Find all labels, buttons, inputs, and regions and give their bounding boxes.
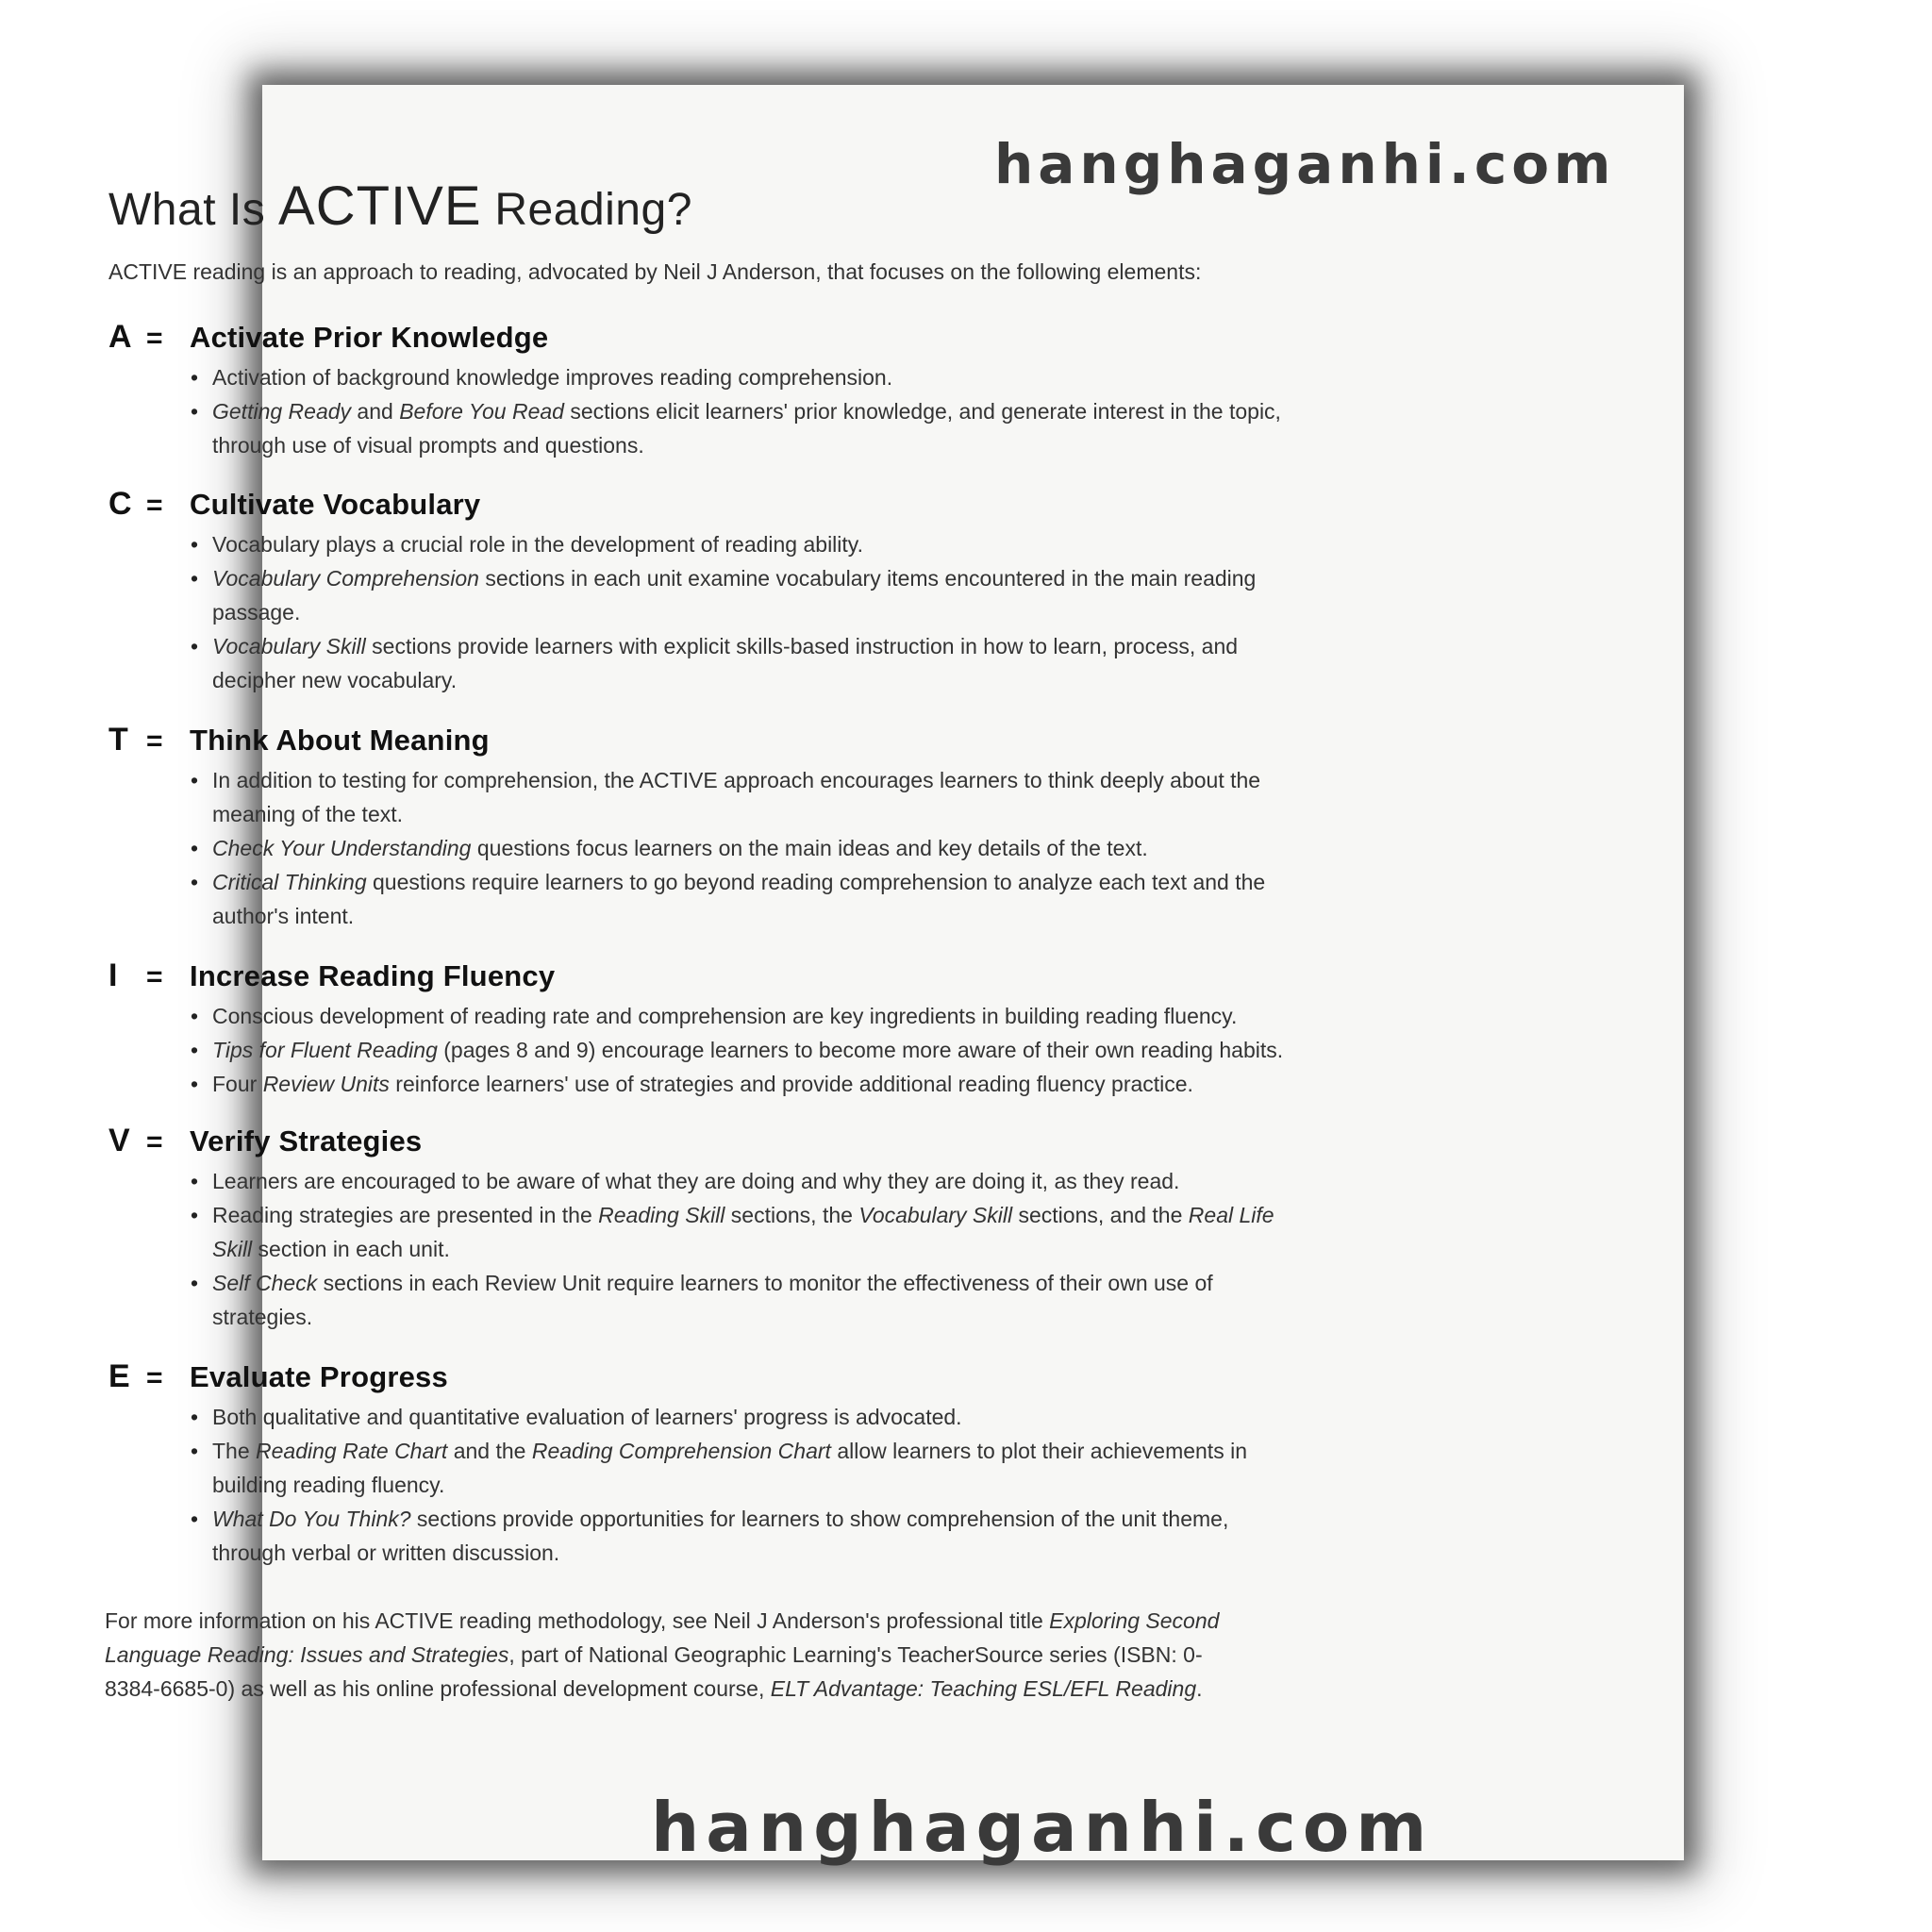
section-heading bbox=[108, 722, 1335, 763]
bullet-item bbox=[191, 360, 1288, 394]
section-i bbox=[108, 958, 1335, 1101]
section-heading bbox=[108, 1358, 1335, 1400]
bullet-item bbox=[191, 394, 1288, 462]
equals-sign: = bbox=[146, 1126, 163, 1158]
bullet-item bbox=[191, 831, 1288, 865]
bullet-item bbox=[191, 1198, 1288, 1266]
watermark-bottom: hanghaganhi.com bbox=[651, 1788, 1434, 1867]
page-title bbox=[108, 175, 692, 238]
bullet-list bbox=[108, 527, 1335, 697]
section-title: Cultivate Vocabulary bbox=[190, 488, 481, 521]
section-heading bbox=[108, 319, 1335, 360]
bullet-text: sections, the bbox=[724, 1203, 859, 1227]
section-v bbox=[108, 1123, 1335, 1334]
bullet-text: sections in each unit examine vocabulary items encountered in the main reading passage. bbox=[212, 566, 1257, 625]
footer-note bbox=[105, 1604, 1256, 1706]
title-accent: ACTIVE bbox=[278, 175, 482, 237]
italic-term: Check Your Understanding bbox=[212, 836, 472, 860]
footer-text: For more information on his ACTIVE reading methodology, see Neil J Anderson's professional title bbox=[105, 1608, 1050, 1633]
section-a bbox=[108, 319, 1335, 462]
title-pre: What Is bbox=[108, 185, 279, 235]
bullet-text: and bbox=[351, 399, 400, 424]
italic-term: Reading Rate Chart bbox=[256, 1439, 448, 1463]
equals-sign: = bbox=[146, 490, 163, 521]
bullet-text: The bbox=[212, 1439, 257, 1463]
bullet-list bbox=[108, 1400, 1335, 1570]
title-post: Reading? bbox=[481, 185, 692, 235]
italic-term: Tips for Fluent Reading bbox=[212, 1038, 438, 1062]
bullet-text: sections, and the bbox=[1012, 1203, 1189, 1227]
section-heading bbox=[108, 486, 1335, 527]
section-letter: I bbox=[108, 958, 118, 993]
italic-term: What Do You Think? bbox=[212, 1507, 411, 1531]
equals-sign: = bbox=[146, 725, 163, 757]
bullet-text: allow learners to plot their achievements in building reading fluency. bbox=[212, 1439, 1247, 1497]
italic-term: Review Units bbox=[262, 1072, 390, 1096]
bullet-text: sections in each Review Unit require learners to monitor the effectiveness of their own use of strategies. bbox=[212, 1271, 1213, 1329]
bullet-item bbox=[191, 1164, 1288, 1198]
book-title: ELT Advantage: Teaching ESL/EFL Reading bbox=[770, 1676, 1197, 1701]
bullet-text: Conscious development of reading rate and comprehension are key ingredients in building reading fluency. bbox=[212, 1004, 1238, 1028]
italic-term: Reading Skill bbox=[598, 1203, 725, 1227]
footer-text: . bbox=[1196, 1676, 1203, 1701]
bullet-text: In addition to testing for comprehension, the ACTIVE approach encourages learners to think deeply about the meaning of the text. bbox=[212, 768, 1261, 826]
bullet-text: Learners are encouraged to be aware of what they are doing and why they are doing it, as they read. bbox=[212, 1169, 1180, 1193]
watermark-top: hanghaganhi.com bbox=[994, 132, 1616, 196]
italic-term: Self Check bbox=[212, 1271, 318, 1295]
equals-sign: = bbox=[146, 961, 163, 992]
bullet-text: sections provide opportunities for learners to show comprehension of the unit theme, through verbal or written discussion. bbox=[212, 1507, 1229, 1565]
bullet-text: and the bbox=[447, 1439, 532, 1463]
bullet-list bbox=[108, 999, 1335, 1101]
bullet-item bbox=[191, 629, 1288, 697]
section-t bbox=[108, 722, 1335, 933]
bullet-item bbox=[191, 865, 1288, 933]
bullet-text: Both qualitative and quantitative evaluation of learners' progress is advocated. bbox=[212, 1405, 962, 1429]
italic-term: Vocabulary Comprehension bbox=[212, 566, 479, 591]
equals-sign: = bbox=[146, 323, 163, 354]
bullet-text: Activation of background knowledge improves reading comprehension. bbox=[212, 365, 893, 390]
italic-term: Vocabulary Skill bbox=[212, 634, 366, 658]
bullet-item bbox=[191, 1502, 1288, 1570]
bullet-item bbox=[191, 1400, 1288, 1434]
bullet-text: Four bbox=[212, 1072, 263, 1096]
section-heading bbox=[108, 1123, 1335, 1164]
italic-term: Critical Thinking bbox=[212, 870, 367, 894]
bullet-text: section in each unit. bbox=[252, 1237, 450, 1261]
section-c bbox=[108, 486, 1335, 697]
section-letter: C bbox=[108, 486, 132, 522]
bullet-text: Reading strategies are presented in the bbox=[212, 1203, 599, 1227]
bullet-item bbox=[191, 527, 1288, 561]
section-letter: E bbox=[108, 1358, 130, 1394]
bullet-text: sections elicit learners' prior knowledge, and generate interest in the topic, through use of visual prompts and questions. bbox=[212, 399, 1281, 458]
bullet-item bbox=[191, 1434, 1288, 1502]
bullet-text: Vocabulary plays a crucial role in the development of reading ability. bbox=[212, 532, 863, 557]
bullet-text: (pages 8 and 9) encourage learners to become more aware of their own reading habits. bbox=[437, 1038, 1284, 1062]
italic-term: Vocabulary Skill bbox=[858, 1203, 1013, 1227]
bullet-list bbox=[108, 360, 1335, 462]
section-title: Activate Prior Knowledge bbox=[190, 321, 549, 354]
section-letter: A bbox=[108, 319, 132, 355]
bullet-text: questions focus learners on the main ideas and key details of the text. bbox=[471, 836, 1148, 860]
italic-term: Getting Ready bbox=[212, 399, 352, 424]
italic-term: Reading Comprehension Chart bbox=[531, 1439, 831, 1463]
bullet-item bbox=[191, 561, 1288, 629]
bullet-text: sections provide learners with explicit skills-based instruction in how to learn, process, and decipher new vocabulary. bbox=[212, 634, 1239, 692]
italic-term: Before You Read bbox=[399, 399, 564, 424]
section-letter: V bbox=[108, 1123, 130, 1158]
bullet-item bbox=[191, 1033, 1288, 1067]
footer-text: , part of National Geographic Learning's TeacherSource series (ISBN: 0-8384-6685-0) as well as his online professional development course, bbox=[105, 1642, 1203, 1701]
bullet-item bbox=[191, 1266, 1288, 1334]
bullet-text: questions require learners to go beyond reading comprehension to analyze each text and the author's intent. bbox=[212, 870, 1266, 928]
section-e bbox=[108, 1358, 1335, 1570]
book-title: Exploring Second Language Reading: Issues and Strategies bbox=[105, 1608, 1220, 1667]
bullet-item bbox=[191, 763, 1288, 831]
section-letter: T bbox=[108, 722, 128, 758]
section-heading bbox=[108, 958, 1335, 999]
intro-paragraph: ACTIVE reading is an approach to reading, advocated by Neil J Anderson, that focuses on the following elements: bbox=[108, 259, 1202, 284]
section-title: Increase Reading Fluency bbox=[190, 959, 556, 992]
equals-sign: = bbox=[146, 1362, 163, 1393]
italic-term: Real Life Skill bbox=[212, 1203, 1274, 1261]
bullet-item bbox=[191, 1067, 1288, 1101]
bullet-list bbox=[108, 763, 1335, 933]
bullet-text: reinforce learners' use of strategies and provide additional reading fluency practice. bbox=[389, 1072, 1193, 1096]
bullet-item bbox=[191, 999, 1288, 1033]
section-title: Verify Strategies bbox=[190, 1124, 423, 1158]
bullet-list bbox=[108, 1164, 1335, 1334]
section-title: Think About Meaning bbox=[190, 724, 490, 757]
section-title: Evaluate Progress bbox=[190, 1360, 448, 1393]
